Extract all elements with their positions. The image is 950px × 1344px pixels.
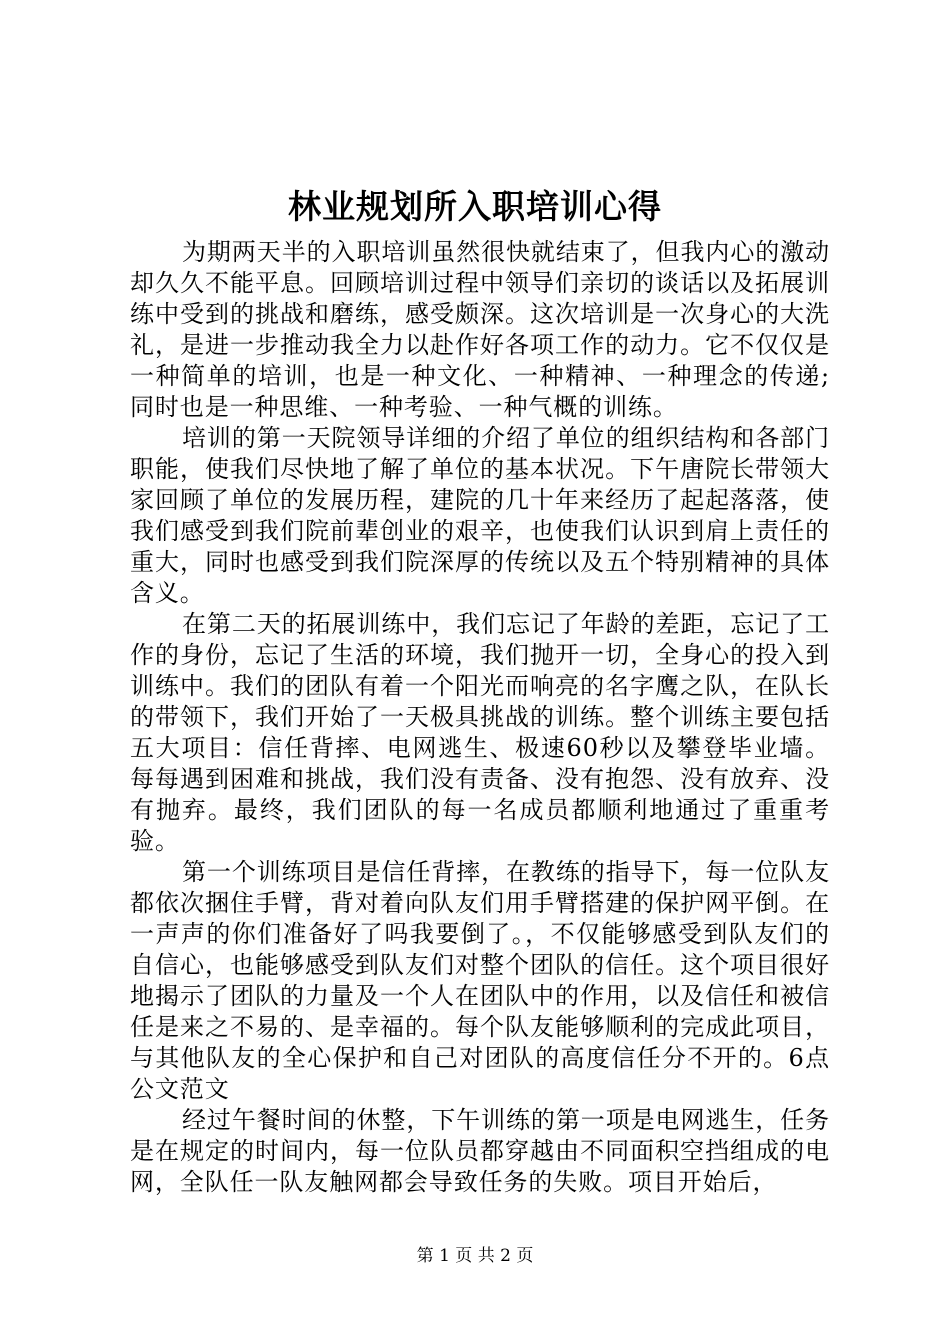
paragraph-3: 在第二天的拓展训练中，我们忘记了年龄的差距，忘记了工作的身份，忘记了生活的环境，我们抛开一切，全身心的投入到训练中。我们的团队有着一个阳光而响亮的名字鹰之队，在队长的带领下，我们开始了一天极具挑战的训练。整个训练主要包括五大项目：信任背摔、电网逃生、极速60秒以及攀登毕业墙。每每遇到困难和挑战，我们没有责备、没有抱怨、没有放弃、没有抛弃。最终，我们团队的每一名成员都顺利地通过了重重考验。 [130,610,830,855]
paragraph-2: 培训的第一天院领导详细的介绍了单位的组织结构和各部门职能，使我们尽快地了解了单位的基本状况。下午唐院长带领大家回顾了单位的发展历程，建院的几十年来经历了起起落落，使我们感受到我们院前辈创业的艰辛，也使我们认识到肩上责任的重大，同时也感受到我们院深厚的传统以及五个特别精神的具体含义。 [130,424,830,607]
page-number-footer: 第 1 页 共 2 页 [416,1246,534,1266]
paragraph-1: 为期两天半的入职培训虽然很快就结束了，但我内心的激动却久久不能平息。回顾培训过程中领导们亲切的谈话以及拓展训练中受到的挑战和磨练，感受颇深。这次培训是一次身心的大洗礼，是进一步推动我全力以赴作好各项工作的动力。它不仅仅是一种简单的培训，也是一种文化、一种精神、一种理念的传递;同时也是一种思维、一种考验、一种气概的训练。 [130,238,830,421]
document-title: 林业规划所入职培训心得 [288,187,662,226]
document-body [130,237,830,1198]
paragraph-4: 第一个训练项目是信任背摔，在教练的指导下，每一位队友都依次捆住手臂，背对着向队友们用手臂搭建的保护网平倒。在一声声的你们准备好了吗我要倒了。，不仅能够感受到队友们的自信心，也能够感受到队友们对整个团队的信任。这个项目很好地揭示了团队的力量及一个人在团队中的作用，以及信任和被信任是来之不易的、是幸福的。每个队友能够顺利的完成此项目，与其他队友的全心保护和自己对团队的高度信任分不开的。6点公文范文 [130,858,830,1103]
paragraph-5: 经过午餐时间的休整，下午训练的第一项是电网逃生，任务是在规定的时间内，每一位队员都穿越由不同面积空挡组成的电网，全队任一队友触网都会导致任务的失败。项目开始后， [130,1106,830,1196]
